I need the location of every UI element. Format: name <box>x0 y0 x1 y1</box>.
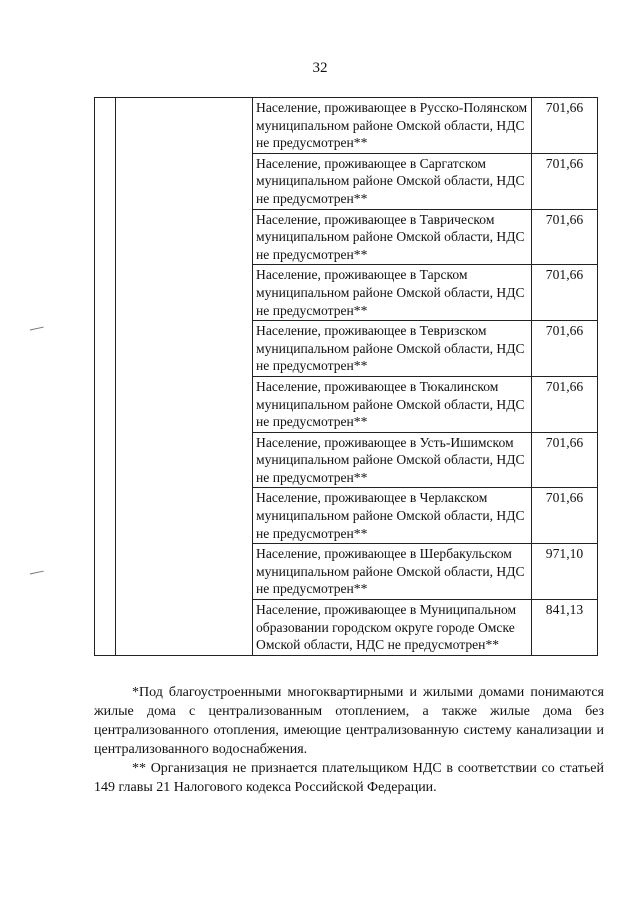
consumer-cell: Население, проживающее в Таврическом муниципальном районе Омской области, НДС не предусмотрен** <box>253 209 532 265</box>
consumer-cell: Население, проживающее в Саргатском муниципальном районе Омской области, НДС не предусмотрен** <box>253 153 532 209</box>
consumer-cell: Население, проживающее в Тарском муниципальном районе Омской области, НДС не предусмотрен** <box>253 265 532 321</box>
tariff-cell: 701,66 <box>532 488 598 544</box>
tariff-cell: 701,66 <box>532 432 598 488</box>
tariff-cell: 701,66 <box>532 265 598 321</box>
consumer-cell: Население, проживающее в Муниципальном образовании городском округе городе Омске Омской области, НДС не предусмотрен** <box>253 600 532 656</box>
margin-mark <box>30 571 44 577</box>
empty-cell <box>95 98 116 656</box>
tariff-cell: 701,66 <box>532 98 598 154</box>
tariff-cell: 701,66 <box>532 376 598 432</box>
footnote-1: *Под благоустроенными многоквартирными и жилыми домами понимаются жилые дома с централизованным отоплением, а также жилые дома без централизованного отопления, имеющие централизованную систему канализации и централизованного водоснабжения. <box>94 685 604 757</box>
footnote-2: ** Организация не признается плательщиком НДС в соответствии со статьей 149 главы 21 Налогового кодекса Российской Федерации. <box>94 761 604 795</box>
margin-mark <box>30 327 44 333</box>
page-number: 32 <box>312 60 328 76</box>
consumer-cell: Население, проживающее в Тевризском муниципальном районе Омской области, НДС не предусмотрен** <box>253 321 532 377</box>
consumer-cell: Население, проживающее в Черлакском муниципальном районе Омской области, НДС не предусмотрен** <box>253 488 532 544</box>
empty-cell <box>116 98 253 656</box>
table-row <box>95 98 598 154</box>
consumer-cell: Население, проживающее в Шербакульском муниципальном районе Омской области, НДС не предусмотрен** <box>253 544 532 600</box>
tariff-cell: 701,66 <box>532 209 598 265</box>
consumer-cell: Население, проживающее в Русско-Полянском муниципальном районе Омской области, НДС не предусмотрен** <box>253 98 532 154</box>
tariff-table-body <box>95 98 598 656</box>
consumer-cell: Население, проживающее в Тюкалинском муниципальном районе Омской области, НДС не предусмотрен** <box>253 376 532 432</box>
tariff-cell: 971,10 <box>532 544 598 600</box>
tariff-cell: 841,13 <box>532 600 598 656</box>
tariff-cell: 701,66 <box>532 321 598 377</box>
tariff-table <box>94 97 598 656</box>
consumer-cell: Население, проживающее в Усть-Ишимском муниципальном районе Омской области, НДС не предусмотрен** <box>253 432 532 488</box>
tariff-cell: 701,66 <box>532 153 598 209</box>
footnotes <box>94 683 604 797</box>
